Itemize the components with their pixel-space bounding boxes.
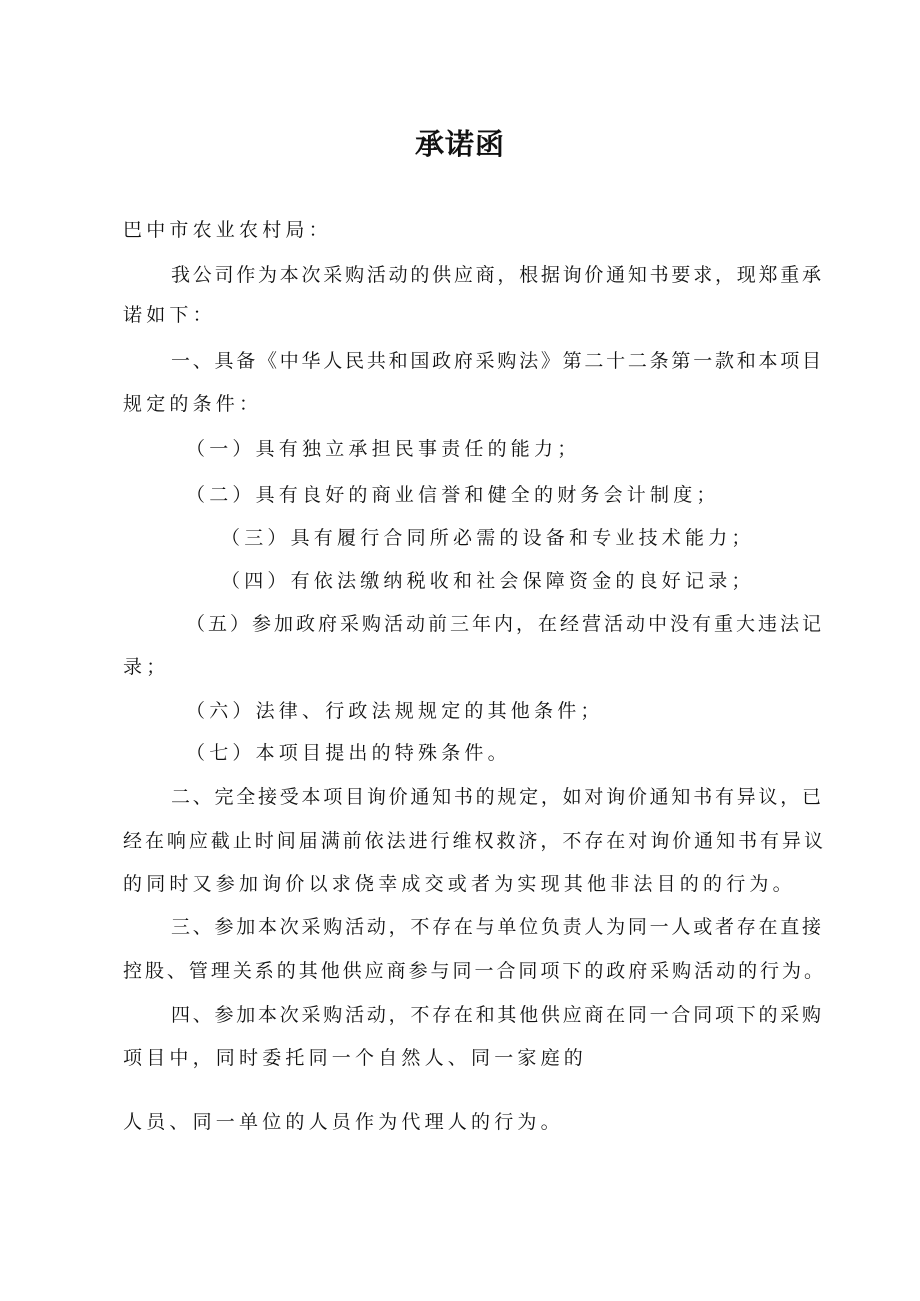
condition-6: （六）法律、行政法规规定的其他条件； <box>186 700 604 722</box>
condition-5-line-1: （五）参加政府采购活动前三年内，在经营活动中没有重大违法记 <box>186 613 821 635</box>
clause-two-line-2: 经在响应截止时间届满前依法进行维权救济，不存在对询价通知书有异议 <box>123 830 823 852</box>
clause-one-line-1: 一、具备《中华人民共和国政府采购法》第二十二条第一款和本项目 <box>171 350 821 372</box>
intro-line-1: 我公司作为本次采购活动的供应商，根据询价通知书要求，现郑重承 <box>171 264 821 286</box>
clause-four-line-1: 四、参加本次采购活动，不存在和其他供应商在同一合同项下的采购 <box>171 1004 821 1026</box>
condition-7: （七）本项目提出的特殊条件。 <box>186 742 511 764</box>
condition-2: （二）具有良好的商业信誉和健全的财务会计制度； <box>186 484 720 506</box>
condition-4: （四）有依法缴纳税收和社会保障资金的良好记录； <box>221 570 755 592</box>
document-title: 承诺函 <box>414 127 505 161</box>
addressee: 巴中市农业农村局： <box>123 219 332 241</box>
clause-two-line-3: 的同时又参加询价以求侥幸成交或者为实现其他非法目的的行为。 <box>123 873 796 895</box>
clause-four-line-3: 人员、同一单位的人员作为代理人的行为。 <box>123 1111 564 1133</box>
intro-line-2: 诺如下： <box>123 304 216 326</box>
clause-four-line-2: 项目中，同时委托同一个自然人、同一家庭的 <box>123 1047 588 1069</box>
condition-3: （三）具有履行合同所必需的设备和专业技术能力； <box>221 527 755 549</box>
clause-one-line-2: 规定的条件： <box>123 393 263 415</box>
condition-1: （一）具有独立承担民事责任的能力； <box>186 438 581 460</box>
clause-two-line-1: 二、完全接受本项目询价通知书的规定，如对询价通知书有异议，已 <box>171 786 821 808</box>
clause-three-line-1: 三、参加本次采购活动，不存在与单位负责人为同一人或者存在直接 <box>171 916 821 938</box>
condition-5-line-2: 录； <box>123 656 170 678</box>
clause-three-line-2: 控股、管理关系的其他供应商参与同一合同项下的政府采购活动的行为。 <box>123 960 823 982</box>
